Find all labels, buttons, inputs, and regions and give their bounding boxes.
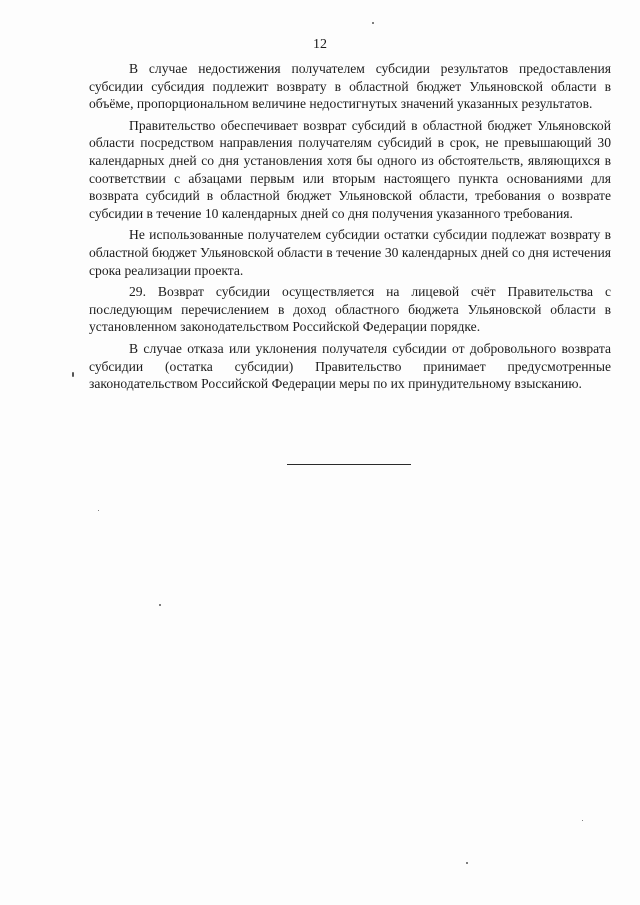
document-body xyxy=(89,60,611,397)
scan-speck xyxy=(159,604,161,606)
scan-speck xyxy=(72,372,74,377)
scan-speck xyxy=(98,510,99,511)
paragraph-3: Не использованные получателем субсидии остатки субсидии подлежат возврату в областной бюджет Ульяновской области в течение 30 календарных дней со дня истечения срока реализации проекта. xyxy=(89,227,611,278)
paragraph-5: В случае отказа или уклонения получателя субсидии от добровольного возврата субсидии (остатка субсидии) Правительство принимает предусмотренные законодательством Российской Федерации меры по их принудительному взысканию. xyxy=(89,340,611,392)
paragraph-4: 29. Возврат субсидии осуществляется на лицевой счёт Правительства с последующим перечислением в доход областного бюджета Ульяновской области в установленном законодательством Российской Федерации порядке. xyxy=(89,284,611,335)
scan-speck xyxy=(466,862,468,864)
paragraph-2: Правительство обеспечивает возврат субсидий в областной бюджет Ульяновской области посредством направления получателям субсидий в срок, не превышающий 30 календарных дней со дня установления хотя бы одного из обстоятельств, являющихся в соответствии с абзацами первым или вторым настоящего пункта основаниями для возврата субсидий в областной бюджет Ульяновской области, требования о возврате субсидии в течение 10 календарных дней со дня получения указанного требования. xyxy=(89,117,611,221)
scan-speck xyxy=(372,22,374,24)
paragraph-1: В случае недостижения получателем субсидии результатов предоставления субсидии субсидия подлежит возврату в областной бюджет Ульяновской области в объёме, пропорциональном величине недостигнутых значений указанных результатов. xyxy=(89,61,611,112)
end-of-text-divider xyxy=(287,464,411,465)
page-number: 12 xyxy=(313,37,327,52)
scan-speck xyxy=(582,820,583,821)
